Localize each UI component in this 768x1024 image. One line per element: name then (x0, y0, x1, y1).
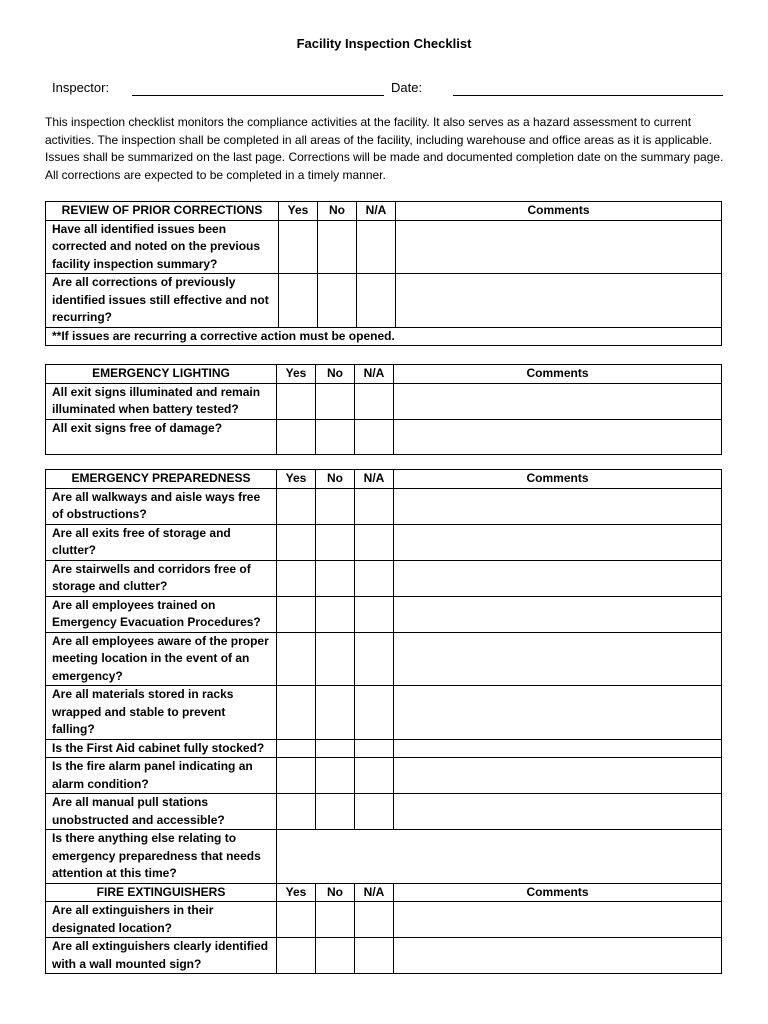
yes-cell[interactable] (279, 220, 318, 274)
intro-paragraph: This inspection checklist monitors the compliance activities at the facility. It also serves as a hazard assessment to current activities. The inspection shall be completed in all areas of the facility, including warehouse and office areas as it is applicable. Issues shall be summarized on the last page. Corrections will be made and documented completion date on the summary page. All corrections are expected to be completed in a timely manner. (45, 115, 724, 182)
table-row (46, 794, 722, 830)
section-title: REVIEW OF PRIOR CORRECTIONS (46, 202, 279, 221)
question: Are all extinguishers clearly identified with a wall mounted sign? (46, 938, 277, 974)
section-title: EMERGENCY PREPAREDNESS (46, 470, 277, 489)
comment-cell[interactable] (396, 274, 722, 328)
table-row (46, 419, 722, 454)
prior-corrections-table (45, 201, 722, 346)
comment-cell[interactable] (394, 632, 722, 686)
comment-cell[interactable] (394, 739, 722, 758)
comment-cell[interactable] (396, 220, 722, 274)
page-title: Facility Inspection Checklist (296, 36, 472, 51)
table-row (46, 739, 722, 758)
yes-cell[interactable] (277, 383, 316, 419)
col-na: N/A (357, 202, 396, 221)
yes-cell[interactable] (279, 274, 318, 328)
col-comments: Comments (396, 202, 722, 221)
no-cell[interactable] (316, 902, 355, 938)
no-cell[interactable] (316, 560, 355, 596)
na-cell[interactable] (355, 902, 394, 938)
date-label: Date: (391, 80, 423, 95)
question: All exit signs free of damage? (46, 419, 277, 454)
no-cell[interactable] (316, 632, 355, 686)
question: All exit signs illuminated and remain illuminated when battery tested? (46, 383, 277, 419)
yes-cell[interactable] (277, 938, 316, 974)
question: Is the First Aid cabinet fully stocked? (46, 739, 277, 758)
table-row (46, 938, 722, 974)
question: Are all manual pull stations unobstructed and accessible? (46, 794, 277, 830)
no-cell[interactable] (318, 274, 357, 328)
col-comments: Comments (394, 470, 722, 489)
comment-cell[interactable] (394, 758, 722, 794)
question: Are all extinguishers in their designated location? (46, 902, 277, 938)
no-cell[interactable] (316, 758, 355, 794)
question: Are all materials stored in racks wrapped and stable to prevent falling? (46, 686, 277, 740)
question: Have all identified issues been corrected and noted on the previous facility inspection summary? (46, 220, 279, 274)
inspector-field[interactable] (132, 95, 384, 96)
col-yes: Yes (277, 365, 316, 384)
question: Are stairwells and corridors free of storage and clutter? (46, 560, 277, 596)
question: Is the fire alarm panel indicating an alarm condition? (46, 758, 277, 794)
na-cell[interactable] (355, 596, 394, 632)
table-row (46, 560, 722, 596)
col-na: N/A (355, 365, 394, 384)
yes-cell[interactable] (277, 560, 316, 596)
na-cell[interactable] (355, 488, 394, 524)
question: Are all employees trained on Emergency Evacuation Procedures? (46, 596, 277, 632)
col-no: No (318, 202, 357, 221)
comment-cell[interactable] (394, 383, 722, 419)
na-cell[interactable] (355, 524, 394, 560)
other-comment-cell[interactable] (277, 830, 722, 884)
yes-cell[interactable] (277, 632, 316, 686)
col-no: No (316, 883, 355, 902)
section-title: EMERGENCY LIGHTING (46, 365, 277, 384)
yes-cell[interactable] (277, 596, 316, 632)
no-cell[interactable] (316, 739, 355, 758)
no-cell[interactable] (316, 794, 355, 830)
comment-cell[interactable] (394, 488, 722, 524)
no-cell[interactable] (318, 220, 357, 274)
na-cell[interactable] (355, 632, 394, 686)
yes-cell[interactable] (277, 686, 316, 740)
yes-cell[interactable] (277, 524, 316, 560)
question: Are all employees aware of the proper meeting location in the event of an emergency? (46, 632, 277, 686)
na-cell[interactable] (355, 419, 394, 454)
yes-cell[interactable] (277, 419, 316, 454)
col-comments: Comments (394, 883, 722, 902)
inspector-label: Inspector: (52, 80, 110, 95)
no-cell[interactable] (316, 686, 355, 740)
question: Are all exits free of storage and clutter? (46, 524, 277, 560)
yes-cell[interactable] (277, 794, 316, 830)
table-row (46, 524, 722, 560)
comment-cell[interactable] (394, 524, 722, 560)
na-cell[interactable] (355, 739, 394, 758)
yes-cell[interactable] (277, 758, 316, 794)
question: Are all walkways and aisle ways free of obstructions? (46, 488, 277, 524)
no-cell[interactable] (316, 596, 355, 632)
na-cell[interactable] (355, 686, 394, 740)
comment-cell[interactable] (394, 419, 722, 454)
na-cell[interactable] (355, 938, 394, 974)
na-cell[interactable] (355, 794, 394, 830)
na-cell[interactable] (357, 220, 396, 274)
table-row (46, 274, 722, 328)
col-comments: Comments (394, 365, 722, 384)
table-row (46, 596, 722, 632)
comment-cell[interactable] (394, 560, 722, 596)
emergency-preparedness-table (45, 469, 722, 974)
comment-cell[interactable] (394, 686, 722, 740)
col-yes: Yes (279, 202, 318, 221)
table-row (46, 220, 722, 274)
table-row (46, 632, 722, 686)
table-row (46, 686, 722, 740)
col-na: N/A (355, 883, 394, 902)
table-row (46, 830, 722, 884)
comment-cell[interactable] (394, 902, 722, 938)
col-yes: Yes (277, 883, 316, 902)
no-cell[interactable] (316, 419, 355, 454)
col-no: No (316, 470, 355, 489)
col-yes: Yes (277, 470, 316, 489)
yes-cell[interactable] (277, 902, 316, 938)
question: Are all corrections of previously identified issues still effective and not recurring? (46, 274, 279, 328)
table-row (46, 758, 722, 794)
no-cell[interactable] (316, 938, 355, 974)
question: Is there anything else relating to emergency preparedness that needs attention at this time? (46, 830, 277, 884)
na-cell[interactable] (357, 274, 396, 328)
yes-cell[interactable] (277, 488, 316, 524)
na-cell[interactable] (355, 758, 394, 794)
section-title: FIRE EXTINGUISHERS (46, 883, 277, 902)
no-cell[interactable] (316, 488, 355, 524)
col-na: N/A (355, 470, 394, 489)
emergency-lighting-table (45, 364, 722, 455)
comment-cell[interactable] (394, 794, 722, 830)
recurring-note: **If issues are recurring a corrective action must be opened. (46, 327, 722, 346)
table-row (46, 383, 722, 419)
yes-cell[interactable] (277, 739, 316, 758)
table-row (46, 902, 722, 938)
comment-cell[interactable] (394, 938, 722, 974)
na-cell[interactable] (355, 560, 394, 596)
na-cell[interactable] (355, 383, 394, 419)
comment-cell[interactable] (394, 596, 722, 632)
date-field[interactable] (453, 95, 723, 96)
no-cell[interactable] (316, 383, 355, 419)
col-no: No (316, 365, 355, 384)
no-cell[interactable] (316, 524, 355, 560)
table-row (46, 488, 722, 524)
header-fields (52, 80, 724, 98)
